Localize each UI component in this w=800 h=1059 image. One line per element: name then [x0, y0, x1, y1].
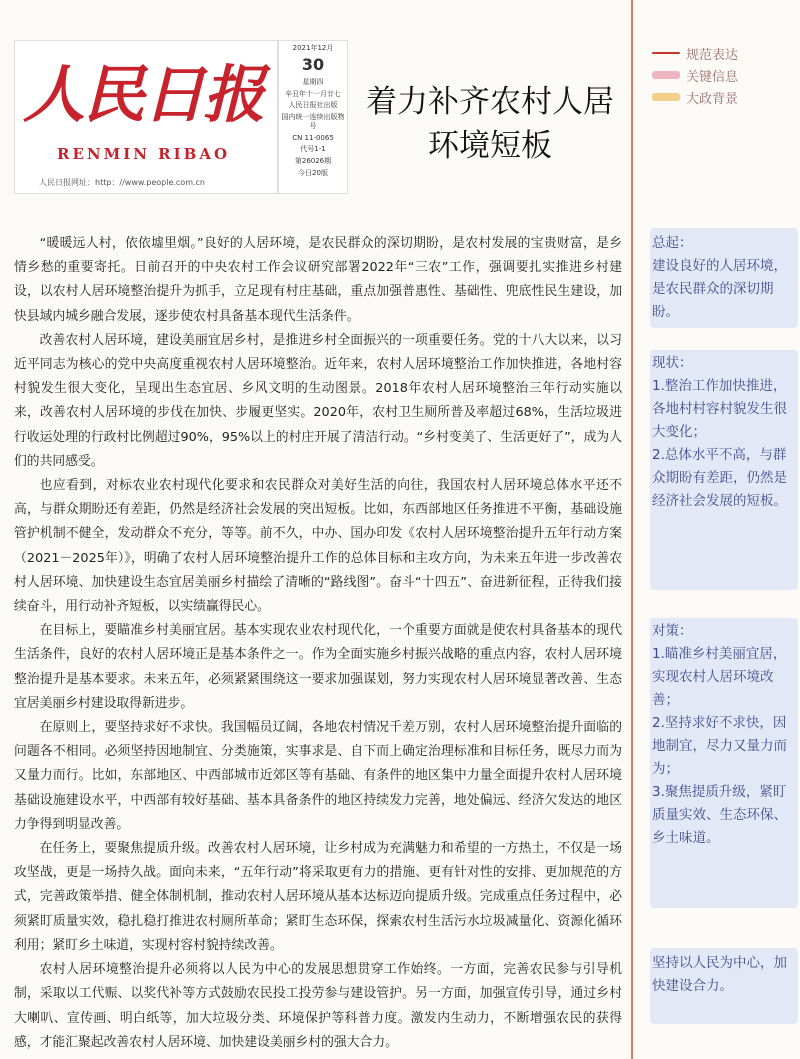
note-summary: [652, 232, 798, 324]
note-measures: [652, 620, 798, 850]
note-text: 2.坚持求好不求快，因地制宜，尽力又量力而为；: [652, 715, 787, 777]
legend: [652, 42, 738, 108]
note-heading: 对策：: [652, 623, 693, 639]
website-line: 人民日报网址：http：//www.people.com.cn: [39, 178, 206, 187]
paragraph: 农村人居环境整治提升必须将以人民为中心的发展思想贯穿工作始终。一方面，完善农民参与引导机制，采取以工代赈、以奖代补等方式鼓励农民投工投劳参与建设管护。另一方面，加强宣传引导，通过乡村大喇叭、宣传画、明白纸等，加大垃圾分类、环境保护等科普力度。激发内生动力，不断增强农民的获得感，才能汇聚起改善农村人居环境、加快建设美丽乡村的强大合力。: [14, 962, 622, 1050]
note-text: 2.总体水平不高，与群众期盼有差距，仍然是经济社会发展的短板。: [652, 447, 787, 509]
note-text: 1.瞄准乡村美丽宜居，实现农村人居环境改善；: [652, 646, 787, 708]
note-status: [652, 352, 798, 513]
cn-code: CN 11-0065: [292, 133, 334, 142]
article-body: [14, 232, 622, 1055]
issue: 第26026期: [294, 157, 332, 165]
legend-item: [652, 42, 738, 64]
note-people: [652, 952, 798, 998]
note-text: 建设良好的人居环境，是农民群众的深切期盼。: [652, 258, 787, 320]
underline-swatch: [652, 52, 680, 54]
date-day: 30: [301, 54, 325, 74]
yellow-swatch: [652, 93, 680, 101]
note-heading: 现状：: [652, 355, 693, 371]
legend-item: [652, 64, 738, 86]
legend-label: 关键信息: [686, 69, 739, 85]
legend-label: 大政背景: [686, 91, 739, 107]
paragraph: “暖暖远人村，依依墟里烟。”良好的人居环境，是农民群众的深切期盼，是农村发展的宝贵财富，是乡情乡愁的重要寄托。日前召开的中央农村工作会议研究部署2022年“三农”工作，强调要扎实推进乡村建设，以农村人居环境整治提升为抓手，立足现有村庄基础，重点加强普惠性、基础性、兜底性民生建设，加快县域内城乡融合发展，逐步使农村具备基本现代生活条件。: [14, 236, 622, 324]
date-line: 2021年12月: [292, 44, 334, 52]
note-text: 1.整治工作加快推进，各地村村容村貌发生很大变化；: [652, 378, 787, 440]
newspaper-logo-en: RENMIN RIBAO: [57, 145, 231, 163]
paragraph: 在任务上，要聚焦提质升级。改善农村人居环境，让乡村成为充满魅力和希望的一方热土，不仅是一场攻坚战，更是一场持久战。面向未来，“五年行动”将采取更有力的措施、更有针对性的安排、更加规范的方式，完善政策举措、健全体制机制，推动农村人居环境从基本达标迈向提质升级。完成重点任务过程中，必须紧盯质量实效，稳扎稳打推进农村厕所革命；紧盯生态环保，探索农村生活污水垃圾减量化、资源化循环利用；紧盯乡土味道，实现村容村貌持续改善。: [14, 841, 622, 953]
paragraph: 在原则上，要坚持求好不求快。我国幅员辽阔，各地农村情况千差万别，农村人居环境整治提升面临的问题各不相同。必须坚持因地制宜、分类施策，实事求是、自下而上确定治理标准和目标任务，既尽力而为又量力而行。比如，东部地区、中西部城市近郊区等有基础、有条件的地区集中力量全面提升农村人居环境基础设施建设水平，中西部有较好基础、基本具备条件的地区持续发力完善，地处偏远、经济欠发达的地区力争得到明显改善。: [14, 720, 622, 832]
margin-line: [631, 0, 633, 1059]
newspaper-logo: 人民日报: [23, 58, 264, 131]
note-text: 3.聚焦提质升级，紧盯质量实效、生态环保、乡土味道。: [652, 784, 787, 846]
paragraph: 也应看到，对标农业农村现代化要求和农民群众对美好生活的向往，我国农村人居环境总体水平还不高，与群众期盼还有差距，仍然是经济社会发展的突出短板。比如，东西部地区任务推进不平衡，基础设施管护机制不健全，发动群众不充分，等等。前不久，中办、国办印发《农村人居环境整治提升五年行动方案（2021－2025年）》，明确了农村人居环境整治提升工作的总体目标和主攻方向，为未来五年进一步改善农村人居环境、加快建设生态宜居美丽乡村描绘了清晰的“路线图”。奋斗“十四五”、奋进新征程，正待我们接续奋斗，用行动补齐短板，以实绩赢得民心。: [14, 478, 622, 615]
lunar-date: 辛丑年十一月廿七: [285, 89, 341, 98]
publisher: 人民日报社出版: [288, 101, 338, 110]
legend-label: 规范表达: [686, 47, 739, 63]
masthead: [14, 40, 278, 194]
paragraph: 在目标上，要瞄准乡村美丽宜居。基本实现农业农村现代化，一个重要方面就是使农村具备基本的现代生活条件，良好的农村人居环境正是基本条件之一。作为全面实施乡村振兴战略的重点内容，农村人居环境整治提升是基本要求。未来五年，必须紧紧围绕这一要求加强谋划，努力实现农村人居环境显著改善、生态宜居美丽乡村建设取得新进步。: [14, 623, 622, 711]
note-heading: 总起：: [652, 235, 693, 251]
legend-item: [652, 86, 738, 108]
codes: 国内统一连续出版物号: [281, 113, 345, 130]
pages: 今日20版: [298, 168, 328, 177]
note-text: 坚持以人民为中心，加快建设合力。: [652, 955, 787, 994]
date-box: [278, 40, 348, 194]
paragraph: 改善农村人居环境，建设美丽宜居乡村，是推进乡村全面振兴的一项重要任务。党的十八大以来，以习近平同志为核心的党中央高度重视农村人居环境整治。近年来，农村人居环境整治工作加快推进，各地村容村貌发生很大变化，呈现出生态宜居、乡风文明的生动图景。2018年农村人居环境整治三年行动实施以来，改善农村人居环境的步伐在加快、步履更坚实。2020年，农村卫生厕所普及率超过68%，生活垃圾进行收运处理的行政村比例超过90%，95%以上的村庄开展了清洁行动。“乡村变美了、生活更好了”，成为人们的共同感受。: [14, 332, 622, 469]
code2: 代号1-1: [300, 145, 326, 154]
pink-swatch: [652, 71, 680, 79]
article-title: 着力补齐农村人居环境短板: [366, 84, 614, 164]
weekday: 星期四: [302, 77, 324, 86]
